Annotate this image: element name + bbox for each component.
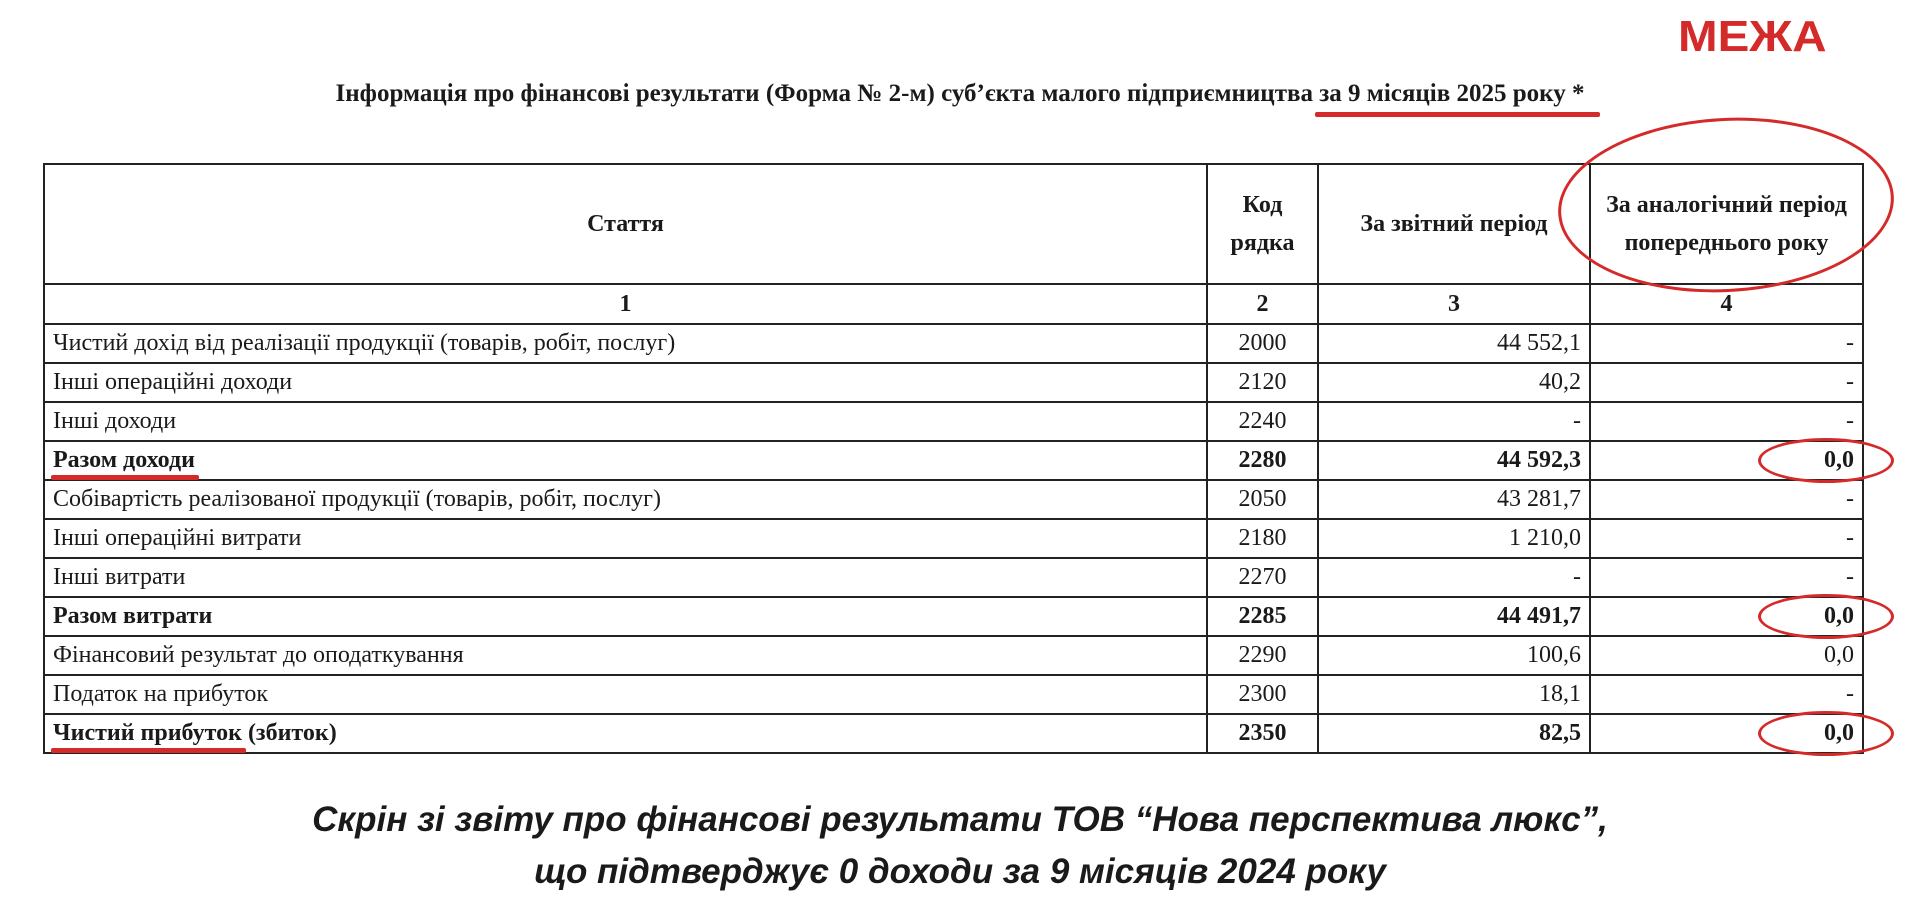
row-code: 2270 (1207, 558, 1318, 597)
row-label: Фінансовий результат до оподаткування (44, 636, 1207, 675)
table-row (44, 363, 1863, 402)
row-previous-value: - (1590, 558, 1863, 597)
table-row (44, 402, 1863, 441)
row-label: Собівартість реалізованої продукції (товарів, робіт, послуг) (44, 480, 1207, 519)
row-previous-value: - (1590, 324, 1863, 363)
row-code: 2350 (1207, 714, 1318, 753)
table-row (44, 675, 1863, 714)
row-code: 2300 (1207, 675, 1318, 714)
row-code: 2280 (1207, 441, 1318, 480)
row-label: Разом доходи (53, 447, 195, 473)
row-code: 2285 (1207, 597, 1318, 636)
column-number: 1 (44, 284, 1207, 324)
row-label: Інші доходи (44, 402, 1207, 441)
table-row (44, 636, 1863, 675)
row-previous-value: 0,0 (1824, 603, 1854, 629)
row-current-value: 44 491,7 (1318, 597, 1590, 636)
row-previous-value: 0,0 (1824, 447, 1854, 473)
row-code: 2290 (1207, 636, 1318, 675)
header-code-text: Код рядка (1230, 192, 1295, 256)
table-header-row (44, 164, 1863, 284)
row-current-value: 100,6 (1318, 636, 1590, 675)
row-previous-value: 0,0 (1824, 720, 1854, 746)
row-current-value: 82,5 (1318, 714, 1590, 753)
row-previous-value: 0,0 (1590, 636, 1863, 675)
row-label-extra: (збиток) (241, 720, 337, 746)
table-row-total-expenses (44, 597, 1863, 636)
row-label: Разом витрати (44, 597, 1207, 636)
table-row-total-income (44, 441, 1863, 480)
header-previous-period: За аналогічний період попереднього року (1590, 164, 1863, 284)
row-label: Чистий прибуток (53, 720, 242, 746)
table-column-numbers-row (44, 284, 1863, 324)
row-previous-value-cell (1590, 714, 1863, 753)
column-number: 3 (1318, 284, 1590, 324)
row-current-value: 40,2 (1318, 363, 1590, 402)
brand-logo: МЕЖА (1678, 12, 1827, 61)
table-row (44, 519, 1863, 558)
row-current-value: 44 552,1 (1318, 324, 1590, 363)
caption-line-1: Скрін зі звіту про фінансові результати ТОВ “Нова перспектива люкс”, (312, 800, 1608, 839)
row-previous-value-cell (1590, 441, 1863, 480)
row-current-value: 18,1 (1318, 675, 1590, 714)
document-title-period: за 9 місяців 2025 року * (1319, 80, 1585, 107)
table-row (44, 324, 1863, 363)
table-row (44, 558, 1863, 597)
header-article: Стаття (44, 164, 1207, 284)
row-previous-value: - (1590, 363, 1863, 402)
row-label-cell (44, 714, 1207, 753)
document-title-main: Інформація про фінансові результати (Форма № 2-м) суб’єкта малого підприємництва (335, 80, 1320, 107)
financial-results-table (43, 163, 1864, 754)
column-number: 4 (1590, 284, 1863, 324)
table-row (44, 480, 1863, 519)
row-label: Інші витрати (44, 558, 1207, 597)
header-current-period: За звітний період (1318, 164, 1590, 284)
column-number: 2 (1207, 284, 1318, 324)
row-current-value: - (1318, 558, 1590, 597)
header-code (1207, 164, 1318, 284)
row-label: Податок на прибуток (44, 675, 1207, 714)
document-title (0, 80, 1920, 108)
row-code: 2180 (1207, 519, 1318, 558)
row-previous-value: - (1590, 675, 1863, 714)
row-code: 2240 (1207, 402, 1318, 441)
row-previous-value: - (1590, 402, 1863, 441)
row-current-value: 44 592,3 (1318, 441, 1590, 480)
caption-line-2: що підтверджує 0 доходи за 9 місяців 2024 року (534, 852, 1386, 891)
row-previous-value: - (1590, 519, 1863, 558)
row-current-value: - (1318, 402, 1590, 441)
row-current-value: 43 281,7 (1318, 480, 1590, 519)
row-previous-value: - (1590, 480, 1863, 519)
row-code: 2050 (1207, 480, 1318, 519)
row-label: Інші операційні витрати (44, 519, 1207, 558)
row-code: 2000 (1207, 324, 1318, 363)
row-current-value: 1 210,0 (1318, 519, 1590, 558)
table-row-net-profit (44, 714, 1863, 753)
row-previous-value-cell (1590, 597, 1863, 636)
row-label: Інші операційні доходи (44, 363, 1207, 402)
row-code: 2120 (1207, 363, 1318, 402)
row-label-cell (44, 441, 1207, 480)
row-label: Чистий дохід від реалізації продукції (товарів, робіт, послуг) (44, 324, 1207, 363)
